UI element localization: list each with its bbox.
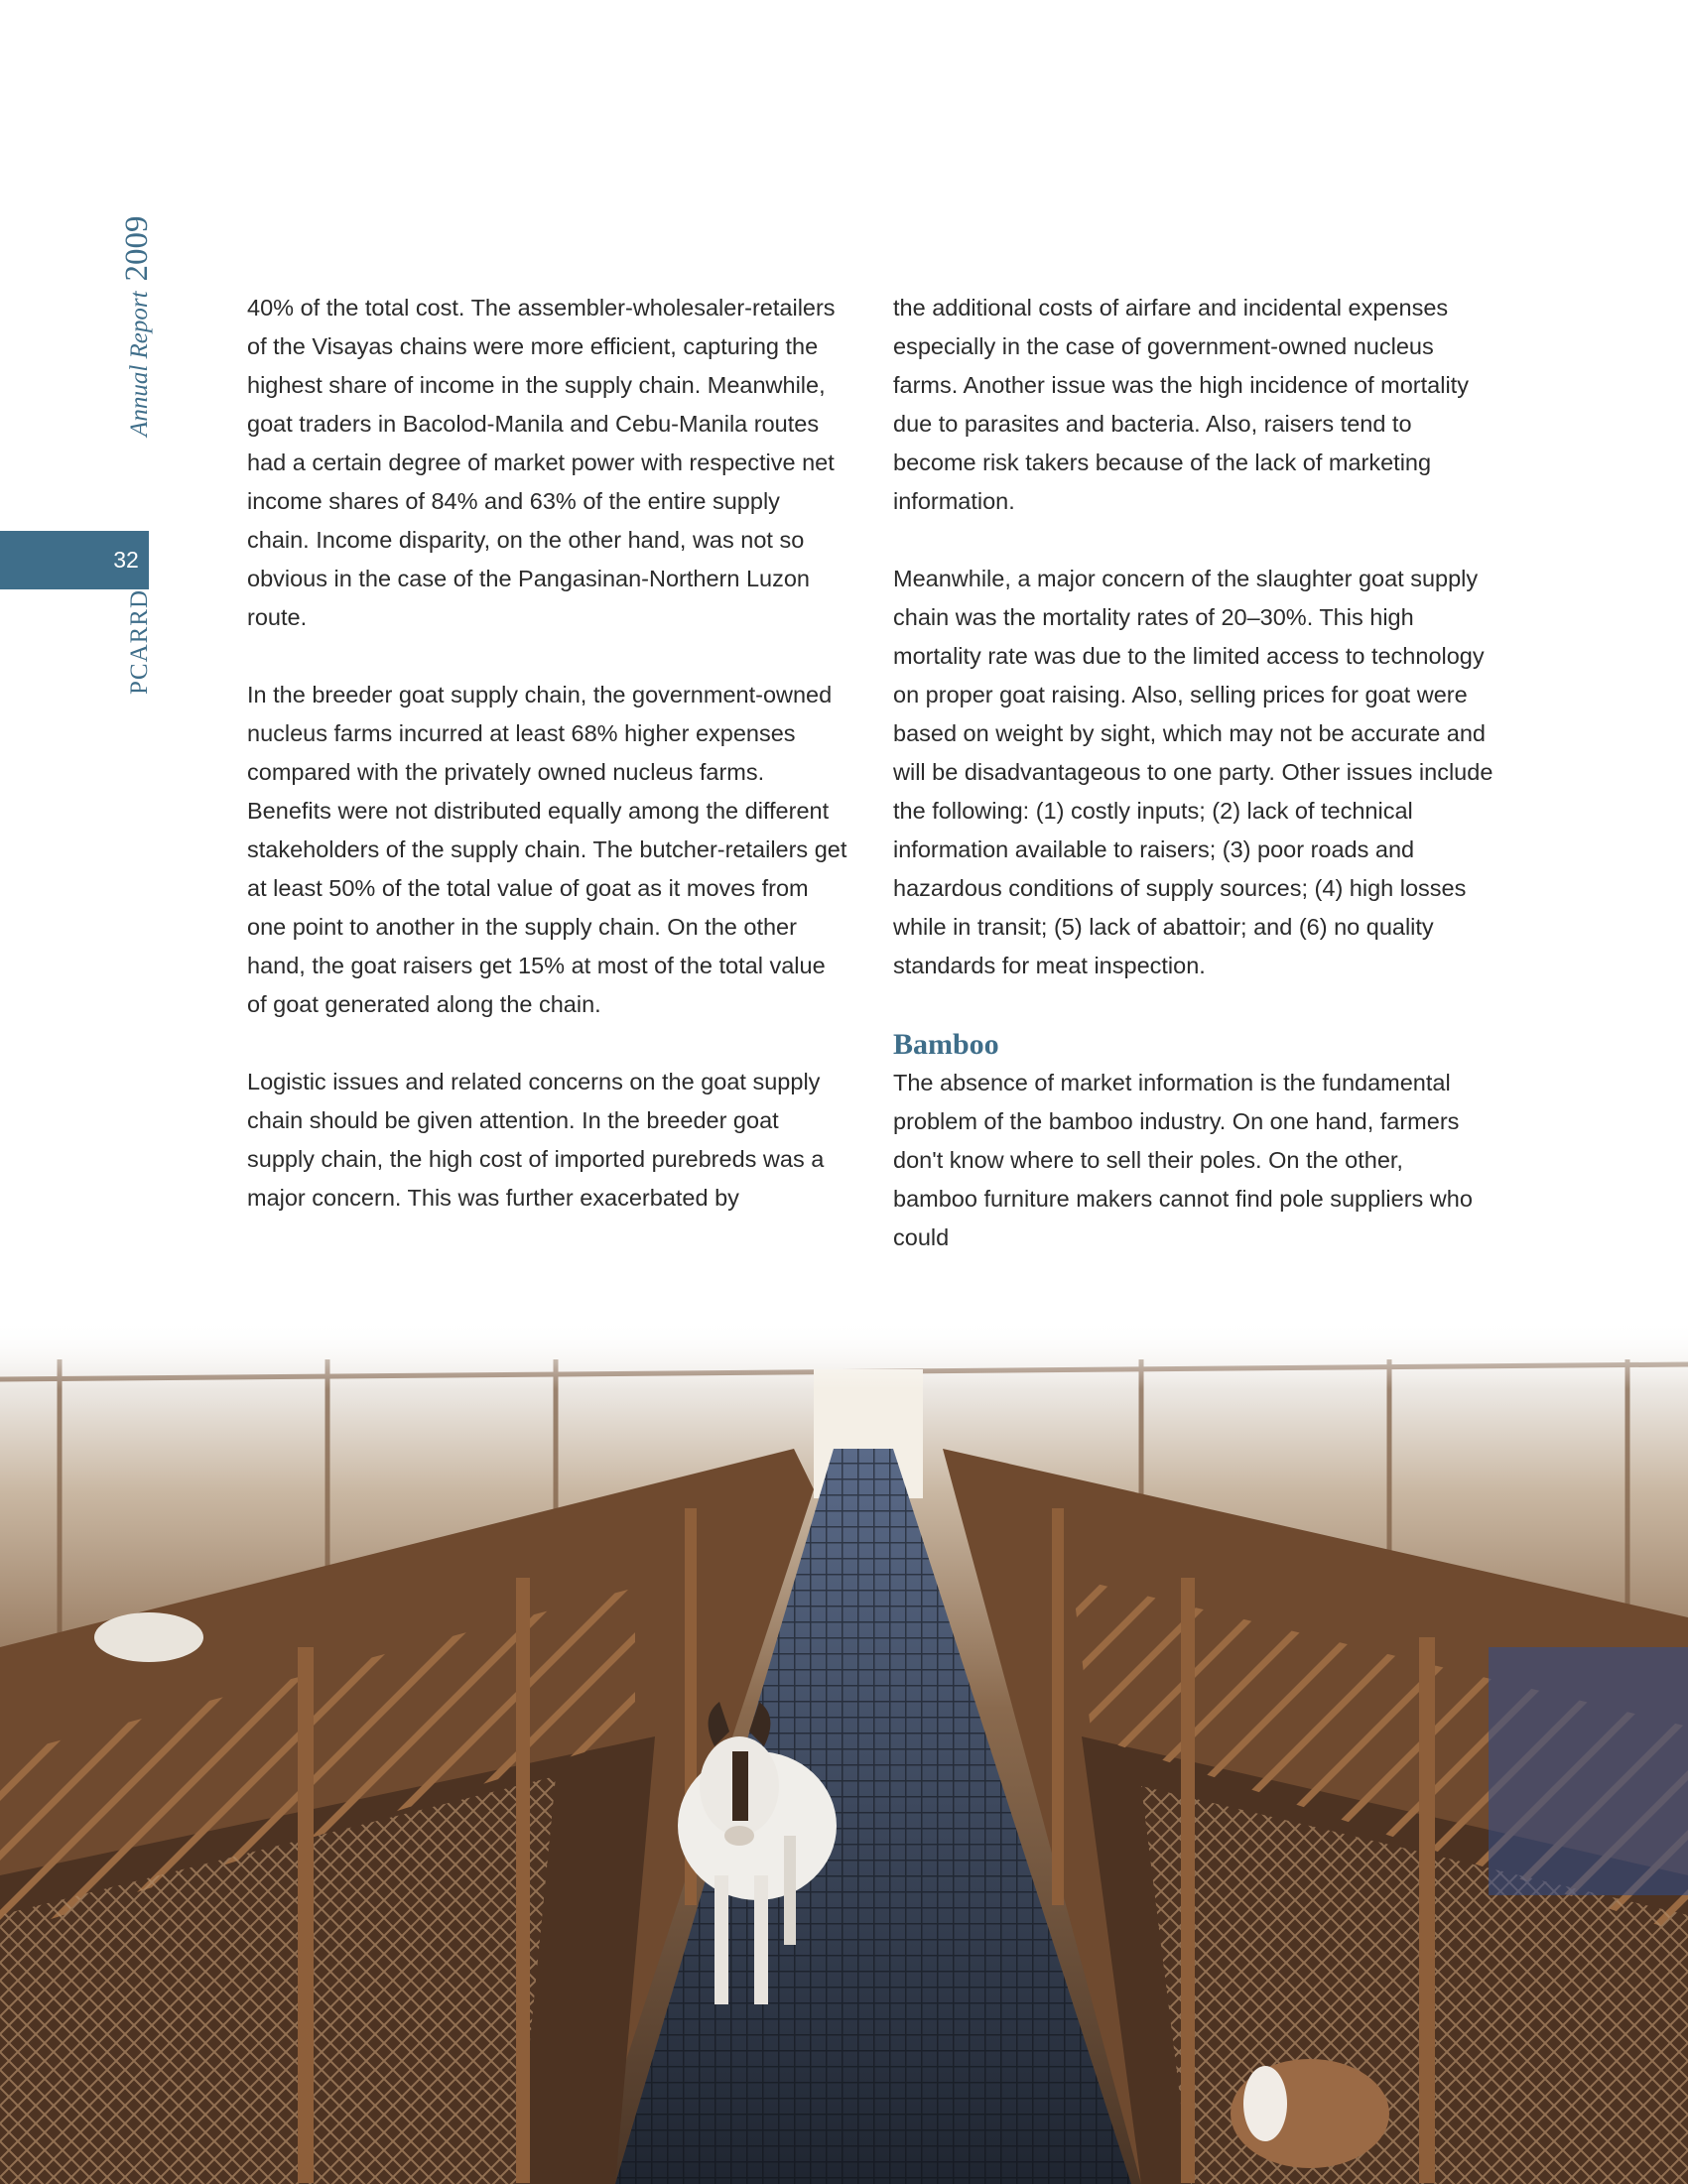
- body-paragraph: 40% of the total cost. The assembler-wholesaler-retailers of the Visayas chains were more efficient, capturing the highest share of income in the supply chain. Meanwhile, goat traders in Bacolod-Manila and Cebu-Manila routes had a certain degree of market power with respective net income shares of 84% and 63% of the entire supply chain. Income disparity, on the other hand, was not so obvious in the case of the Pangasinan-Northern Luzon route.: [247, 295, 836, 630]
- body-paragraph: The absence of market information is the fundamental problem of the bamboo industry. On one hand, farmers don't know where to sell their poles. On the other, bamboo furniture makers cannot find pole suppliers who could: [893, 1070, 1473, 1250]
- left-text-column: [247, 289, 847, 1218]
- report-title: Annual Report: [126, 291, 153, 437]
- goat-barn-photo: [0, 1320, 1688, 2184]
- body-paragraph: Logistic issues and related concerns on the goat supply chain should be given attention. In the breeder goat supply chain, the high cost of imported purebreds was a major concern. This was further exacerbated by: [247, 1069, 825, 1211]
- report-year: 2009: [119, 215, 155, 282]
- running-header: [119, 215, 156, 695]
- page-number-tab: [0, 531, 149, 589]
- body-paragraph: the additional costs of airfare and incidental expenses especially in the case of government-owned nucleus farms. Another issue was the high incidence of mortality due to parasites and bacteria. Also, raisers tend to become risk takers because of the lack of marketing information.: [893, 295, 1469, 514]
- section-heading: Bamboo: [893, 1028, 999, 1061]
- body-paragraph: In the breeder goat supply chain, the government-owned nucleus farms incurred at least 68% higher expenses compared with the privately owned nucleus farms. Benefits were not distributed equally among the different stakeholders of the supply chain. The butcher-retailers get at least 50% of the total value of goat as it moves from one point to another in the supply chain. On the other hand, the goat raisers get 15% at most of the total value of goat generated along the chain.: [247, 682, 847, 1017]
- page-number: 32: [113, 547, 139, 573]
- right-text-column: [893, 289, 1493, 1257]
- organization-name: PCARRD: [126, 588, 153, 695]
- body-paragraph: Meanwhile, a major concern of the slaughter goat supply chain was the mortality rates of 20–30%. This high mortality rate was due to the limited access to technology on proper goat raising. Also, selling prices for goat were based on weight by sight, which may not be accurate and will be disadvantageous to one party. Other issues include the following: (1) costly inputs; (2) lack of technical information available to raisers; (3) poor roads and hazardous conditions of supply sources; (4) high losses while in transit; (5) lack of abattoir; and (6) no quality standards for meat inspection.: [893, 566, 1493, 978]
